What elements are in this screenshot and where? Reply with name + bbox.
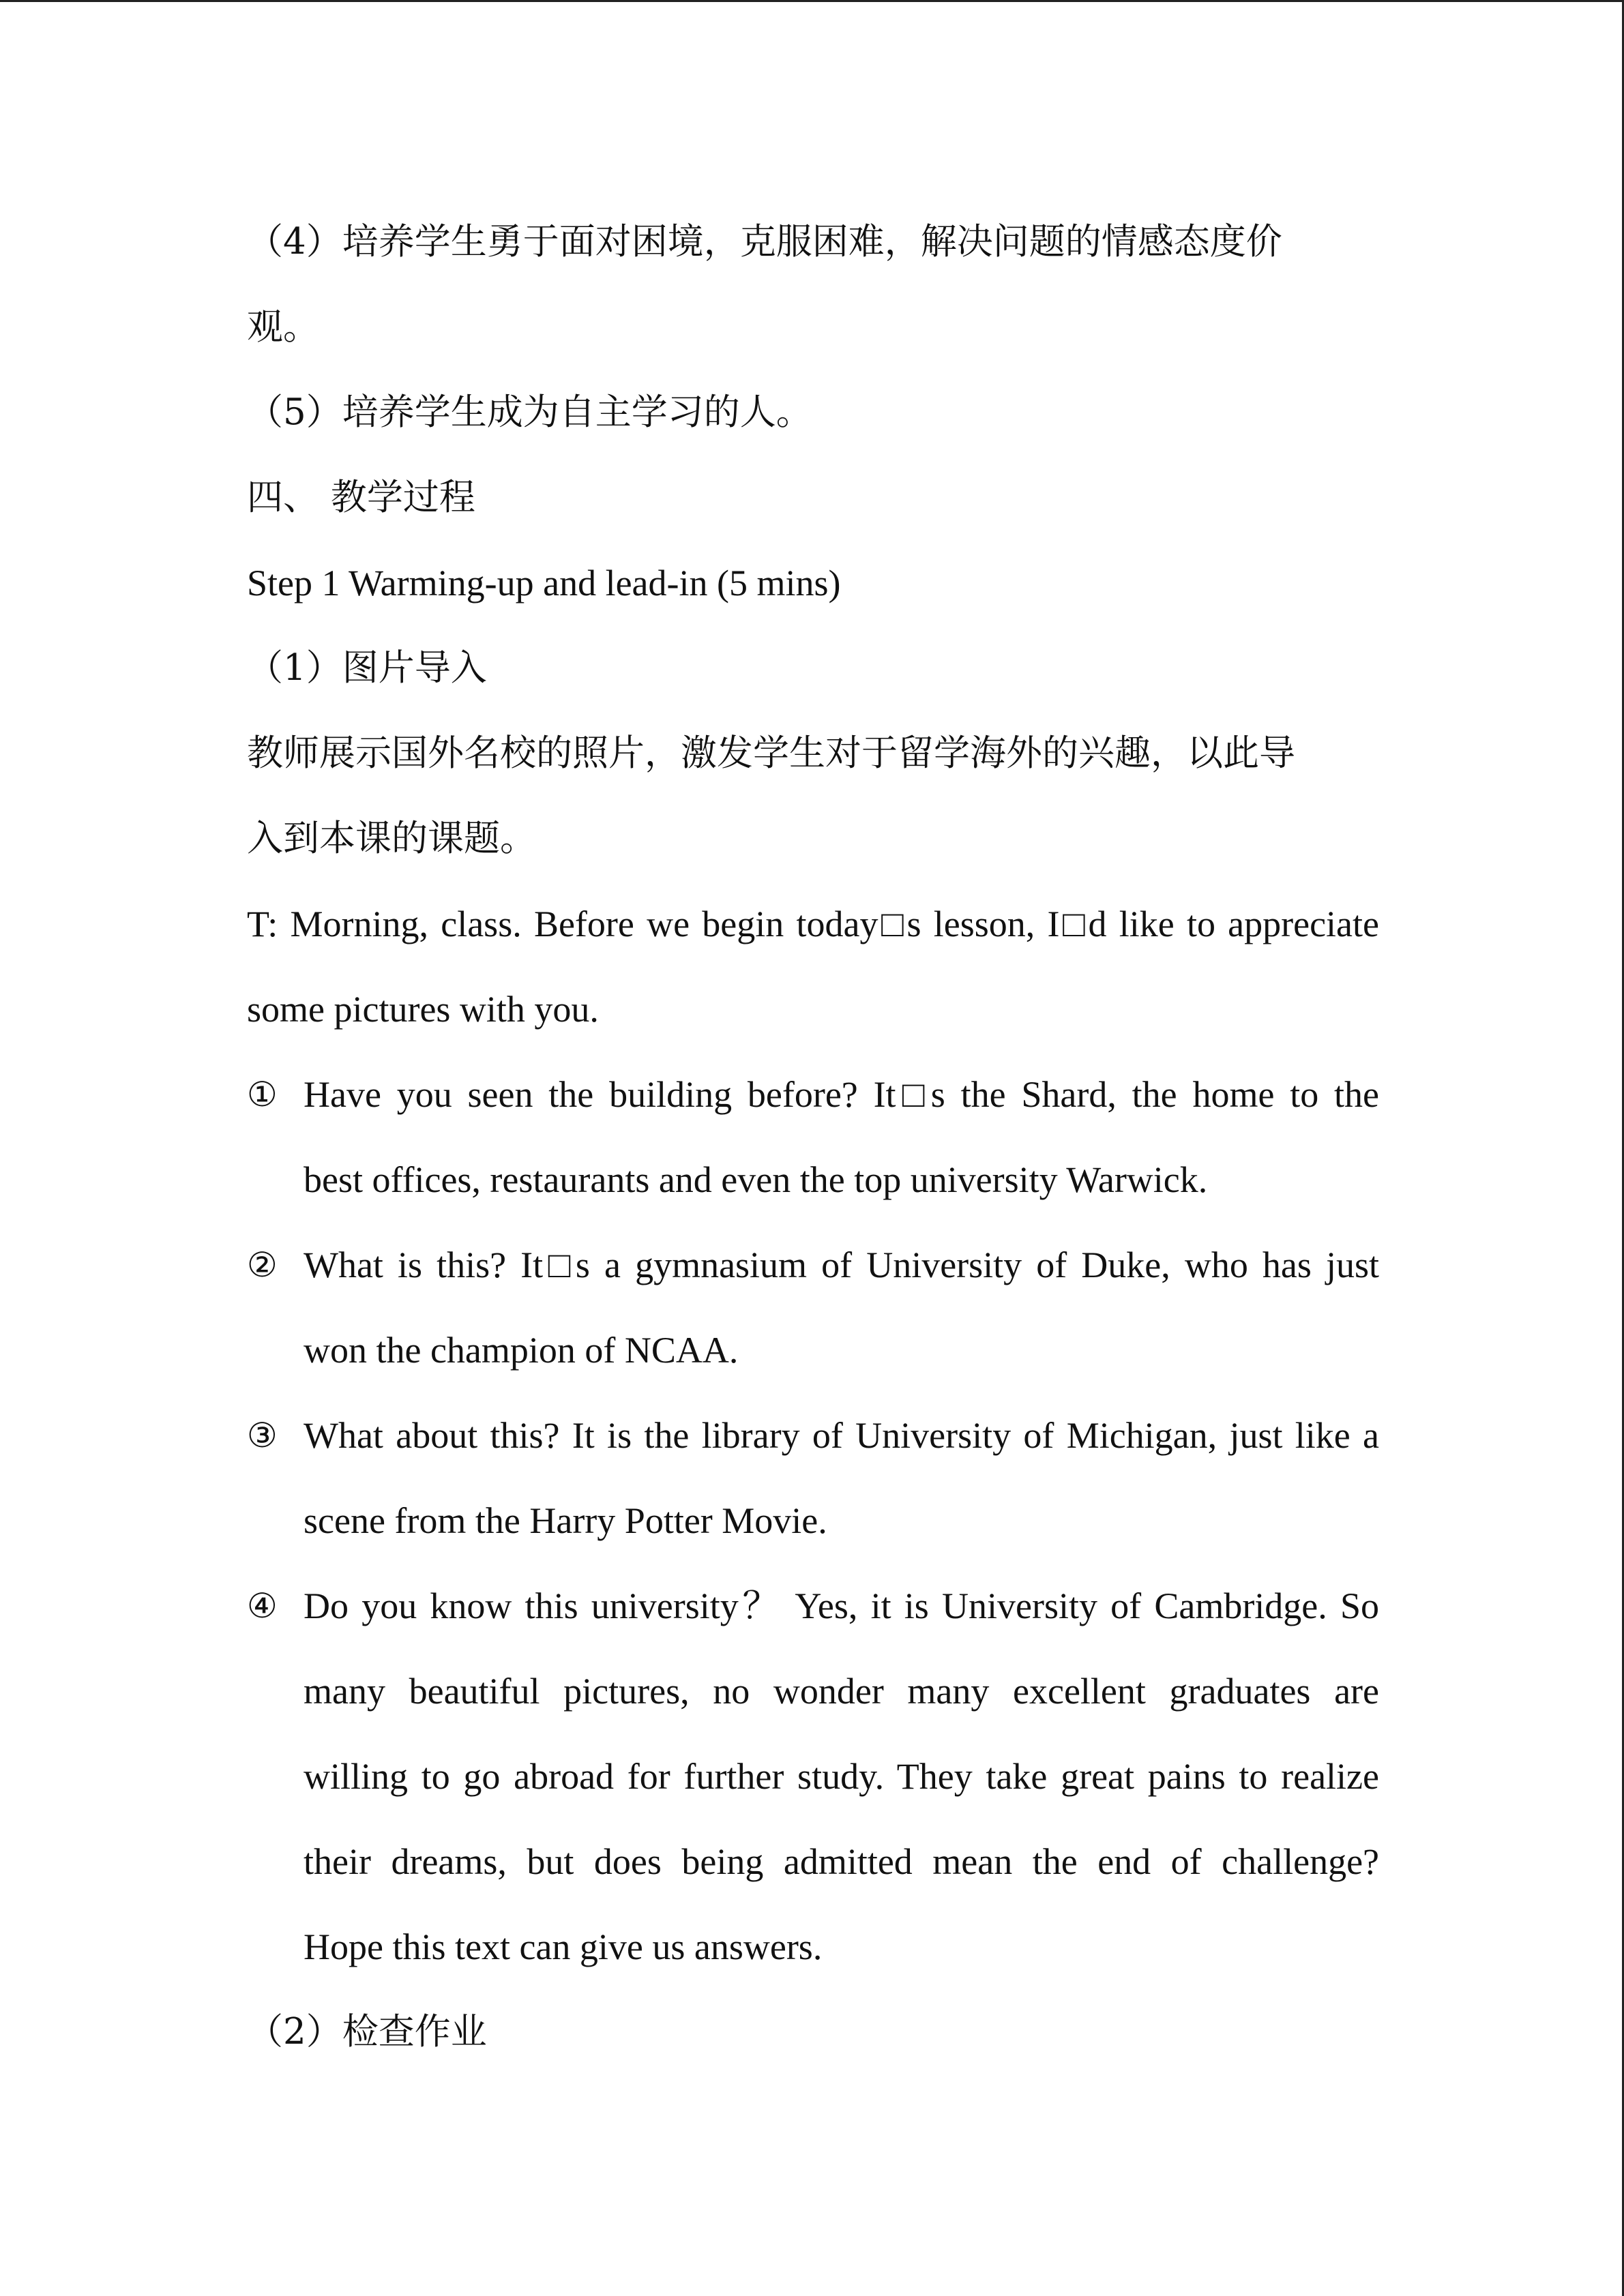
item-3-marker: ③ bbox=[247, 1416, 278, 1455]
section-heading: 四、 教学过程 bbox=[247, 477, 475, 518]
item-4-line-1: Do you know this university？ Yes, it is University of Cambridge. So bbox=[304, 1585, 1379, 1626]
step-1-title: Step 1 Warming-up and lead-in (5 mins) bbox=[247, 563, 841, 603]
sub-step-1-title: （1）图片导入 bbox=[247, 647, 487, 689]
objective-4-line-2: 观。 bbox=[247, 306, 319, 348]
item-3-line-2: scene from the Harry Potter Movie. bbox=[304, 1500, 827, 1541]
item-2-line-2: won the champion of NCAA. bbox=[304, 1330, 739, 1371]
teacher-speech-line-1: T: Morning, class. Before we begin today□s lesson, I□d like to appreciate bbox=[247, 904, 1379, 944]
item-1-marker: ① bbox=[247, 1075, 278, 1114]
sub-step-2-title: （2）检查作业 bbox=[247, 2011, 487, 2053]
item-2-line-1: What is this? It□s a gymnasium of University of Duke, who has just bbox=[304, 1244, 1379, 1285]
item-1-line-1: Have you seen the building before? It□s the Shard, the home to the bbox=[304, 1074, 1379, 1115]
item-3-line-1: What about this? It is the library of University of Michigan, just like a bbox=[304, 1415, 1379, 1456]
item-4-line-4: their dreams, but does being admitted mean the end of challenge? bbox=[304, 1841, 1379, 1882]
item-4-marker: ④ bbox=[247, 1586, 278, 1626]
sub-step-1-desc-line-2: 入到本课的课题。 bbox=[247, 818, 536, 859]
item-4-line-5: Hope this text can give us answers. bbox=[304, 1926, 823, 1967]
item-4-line-2: many beautiful pictures, no wonder many excellent graduates are bbox=[304, 1671, 1379, 1712]
item-4-line-3: willing to go abroad for further study. They take great pains to realize bbox=[304, 1756, 1379, 1797]
objective-5: （5）培养学生成为自主学习的人。 bbox=[247, 391, 812, 433]
teacher-speech-line-2: some pictures with you. bbox=[247, 989, 599, 1030]
objective-4-line-1: （4）培养学生勇于面对困境，克服困难，解决问题的情感态度价 bbox=[247, 221, 1282, 263]
sub-step-1-desc-line-1: 教师展示国外名校的照片，激发学生对于留学海外的兴趣，以此导 bbox=[247, 732, 1295, 774]
item-1-line-2: best offices, restaurants and even the top university Warwick. bbox=[304, 1159, 1208, 1200]
item-2-marker: ② bbox=[247, 1245, 278, 1285]
